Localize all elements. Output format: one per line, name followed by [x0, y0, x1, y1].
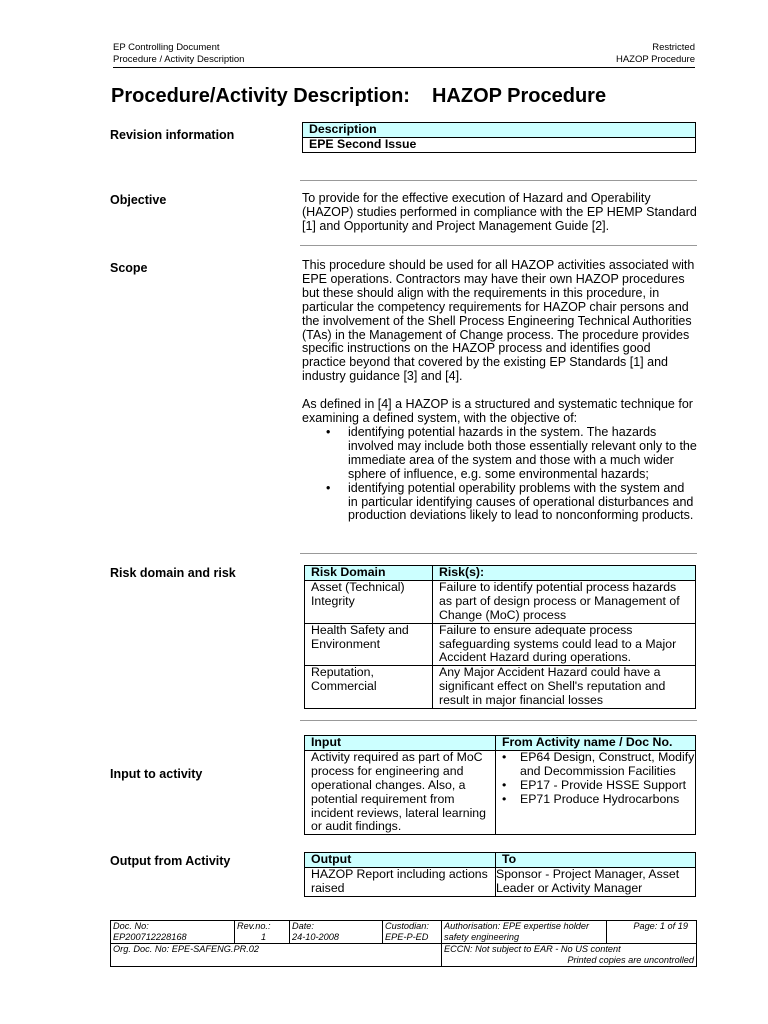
- revision-label: Revision information: [110, 128, 235, 142]
- list-item: • EP17 - Provide HSSE Support: [496, 779, 695, 793]
- list-item: • EP71 Produce Hydrocarbons: [496, 793, 695, 807]
- section-rule: [300, 553, 697, 554]
- output-description-cell: HAZOP Report including actions raised: [305, 867, 496, 896]
- risk-domain-cell: Asset (Technical) Integrity: [305, 580, 433, 623]
- input-source-header: From Activity name / Doc No.: [496, 736, 696, 751]
- page-title-prefix: Procedure/Activity Description:: [111, 85, 410, 107]
- footer-revision: Rev.no.: 1: [235, 921, 290, 944]
- input-header: Input: [305, 736, 496, 751]
- scope-body: [302, 259, 697, 523]
- list-item: • identifying potential hazards in the system. The hazards involved may include both those essentially relevant only to the immediate area of the system and those with a much wider sphere of influence, e.g. some environmental hazards;: [302, 426, 697, 482]
- output-to-header: To: [496, 853, 696, 868]
- risk-header-domain: Risk Domain: [305, 566, 433, 581]
- header-left: [113, 42, 244, 66]
- risk-description-cell: Failure to ensure adequate process safeguarding systems could lead to a Major Accident Hazard during operations.: [433, 623, 696, 666]
- table-row: [305, 867, 696, 896]
- output-to-cell: Sponsor - Project Manager, Asset Leader or Activity Manager: [496, 867, 696, 896]
- section-rule: [300, 180, 697, 181]
- header-right: [616, 42, 695, 66]
- risk-header-risks: Risk(s):: [433, 566, 696, 581]
- header-classification: Restricted: [652, 42, 695, 53]
- risk-domain-cell: Health Safety and Environment: [305, 623, 433, 666]
- page-title-name: HAZOP Procedure: [431, 85, 607, 107]
- risk-description-cell: Any Major Accident Hazard could have a significant effect on Shell's reputation and result in major financial losses: [433, 666, 696, 709]
- objective-text: To provide for the effective execution of Hazard and Operability (HAZOP) studies performed in compliance with the EP HEMP Standard [1] and Opportunity and Project Management Guide [2].: [302, 191, 697, 233]
- section-rule: [300, 720, 697, 721]
- header-doc-name: HAZOP Procedure: [615, 54, 695, 65]
- revision-table: [302, 122, 696, 153]
- footer-doc-no: Doc. No: EP200712228168: [111, 921, 235, 944]
- footer-page-number: Page: 1 of 19: [607, 921, 697, 944]
- list-item: • identifying potential operability problems with the system and in particular identifying causes of operational disturbances and production deviations likely to lead to nonconforming products.: [302, 482, 697, 524]
- table-row: [305, 666, 696, 709]
- revision-header: Description: [303, 123, 696, 138]
- risk-table: [304, 565, 696, 709]
- input-label: Input to activity: [110, 767, 203, 781]
- input-table: [304, 735, 696, 835]
- header-doc-subtype: Procedure / Activity Description: [113, 54, 245, 65]
- header-doc-type: EP Controlling Document: [113, 42, 220, 53]
- scope-paragraph-2: As defined in [4] a HAZOP is a structured and systematic technique for examining a defined system, with the objective of:: [302, 397, 693, 426]
- footer-eccn: ECCN: Not subject to EAR - No US content Printed copies are uncontrolled: [442, 944, 697, 967]
- page-title: [111, 85, 606, 108]
- table-row: [305, 750, 696, 834]
- input-sources-list: [496, 751, 695, 807]
- section-rule: [300, 245, 697, 246]
- risk-description-cell: Failure to identify potential process hazards as part of design process or Management of Change (MoC) process: [433, 580, 696, 623]
- header-rule: [113, 67, 695, 68]
- risk-label: Risk domain and risk: [110, 566, 236, 580]
- input-source-cell: [496, 750, 696, 834]
- table-row: [305, 580, 696, 623]
- scope-paragraph-1: This procedure should be used for all HAZOP activities associated with EPE operations. Contractors may have their own HAZOP procedures but these should align with the requirements in this procedure, in particular the competency requirements for HAZOP chair persons and the involvement of the Shell Process Engineering Technical Authorities (TAs) in the Management of Change process. The procedure provides specific instructions on the HAZOP process and identifies good practice beyond that covered by the existing EP Standards [1] and industry guidance [3] and [4].: [302, 258, 695, 384]
- footer-org-doc: Org. Doc. No: EPE-SAFENG.PR.02: [111, 944, 442, 967]
- output-label: Output from Activity: [110, 854, 231, 868]
- footer-custodian: Custodian: EPE-P-ED: [383, 921, 442, 944]
- risk-domain-cell: Reputation, Commercial: [305, 666, 433, 709]
- footer-date: Date: 24-10-2008: [290, 921, 383, 944]
- objective-label: Objective: [110, 193, 167, 207]
- footer-table: [110, 920, 697, 967]
- output-header: Output: [305, 853, 496, 868]
- footer-authorisation: Authorisation: EPE expertise holder safety engineering: [442, 921, 607, 944]
- output-table: [304, 852, 696, 897]
- page-footer: [110, 920, 697, 967]
- input-description-cell: Activity required as part of MoC process for engineering and operational changes. Also, a potential requirement from incident reviews, lateral learning or audit findings.: [305, 750, 496, 834]
- revision-value: EPE Second Issue: [303, 137, 696, 152]
- table-row: [305, 623, 696, 666]
- scope-label: Scope: [110, 261, 148, 275]
- list-item: • EP64 Design, Construct, Modify and Decommission Facilities: [496, 751, 695, 779]
- scope-objectives-list: [302, 426, 697, 523]
